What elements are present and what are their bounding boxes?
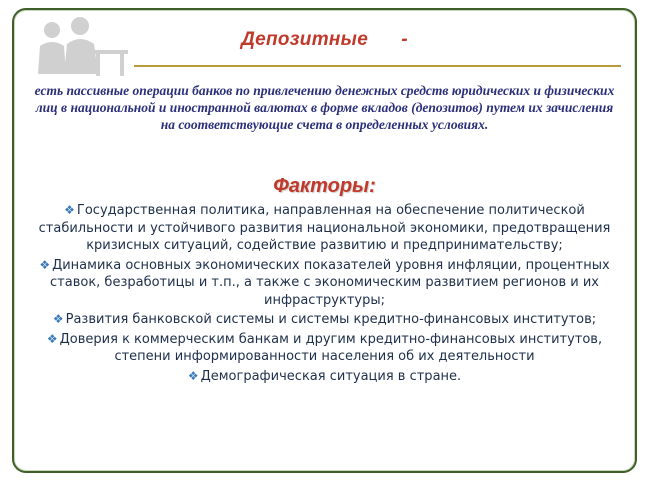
factors-list xyxy=(22,202,627,387)
diamond-bullet-icon: ❖ xyxy=(52,312,64,326)
title-divider xyxy=(134,65,621,67)
factor-text: Доверия к коммерческим банкам и другим кредитно-финансовых институтов, степени информированности населения об их деятельности xyxy=(59,331,603,364)
diamond-bullet-icon: ❖ xyxy=(46,331,58,346)
factor-item xyxy=(22,257,627,310)
factors-heading: Факторы: xyxy=(273,175,376,197)
title-dash: - xyxy=(401,29,408,50)
factor-item xyxy=(22,202,627,255)
factor-item xyxy=(22,331,627,366)
slide-frame xyxy=(12,8,637,473)
diamond-bullet-icon: ❖ xyxy=(187,368,199,383)
definition-text: есть пассивные операции банков по привлечению денежных средств юридических и физических лиц в национальной и иностранной валютах в форме вкладов (депозитов) путем их зачисления на соответствующие счета в определенных условиях. xyxy=(34,83,615,132)
factor-text: Государственная политика, направленная на обеспечение политической стабильности и устойчивого развития национальной экономики, предотвращения кризисных ситуаций, содействие развитию и предпринимательству; xyxy=(38,203,611,253)
diamond-bullet-icon: ❖ xyxy=(39,257,51,272)
factor-text: Динамика основных экономических показателей уровня инфляции, процентных ставок, безработицы и т.п., а также с экономическим развитием регионов и их инфраструктуры; xyxy=(50,257,610,308)
factor-text: Демографическая ситуация в стране. xyxy=(200,368,462,384)
factor-item xyxy=(22,368,627,386)
factor-text: Развития банковской системы и системы кредитно-финансовых институтов; xyxy=(65,312,597,327)
diamond-bullet-icon: ❖ xyxy=(64,203,75,217)
title-main: Депозитные xyxy=(241,29,369,50)
factor-item xyxy=(22,311,627,329)
slide-title xyxy=(14,29,635,51)
